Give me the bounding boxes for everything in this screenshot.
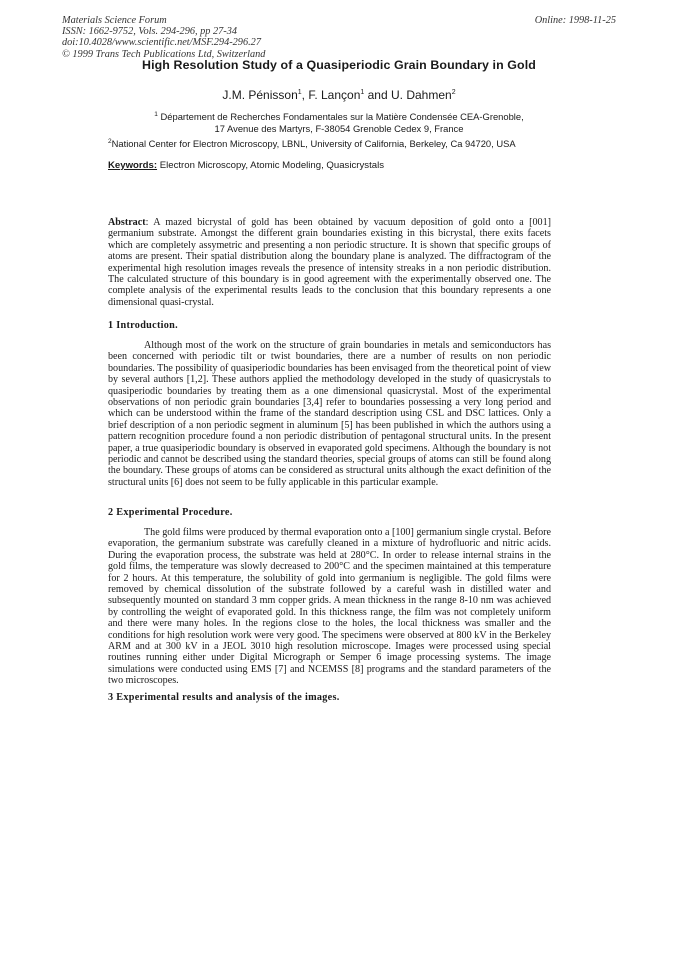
affiliation-line: 17 Avenue des Martyrs, F-38054 Grenoble Cedex 9, France [214,123,464,135]
doi-line[interactable]: doi:10.4028/www.scientific.net/MSF.294-296.27 [62,37,261,49]
keywords [108,160,384,171]
affiliation-marker: 1 [297,89,302,96]
paper-title: High Resolution Study of a Quasiperiodic Grain Boundary in Gold [142,58,536,72]
copyright-line: © 1999 Trans Tech Publications Ltd, Switzerland [62,48,266,60]
section-heading-experimental: 2 Experimental Procedure. [108,507,233,518]
abstract [108,217,551,308]
online-date: Online: 1998-11-25 [534,15,616,26]
affiliation-marker: 1 [360,89,365,96]
abstract-label: Abstract [108,217,146,228]
affiliation-line: Département de Recherches Fondamentales sur la Matière Condensée CEA-Grenoble, [160,111,524,123]
affiliation-line: National Center for Electron Microscopy, LBNL, University of California, Berkeley, Ca 94720, USA [111,138,516,150]
affiliation-marker: 1 [154,111,158,118]
citation-header [62,15,265,60]
author-conjunction: and [367,88,388,102]
section-heading-introduction: 1 Introduction. [108,320,178,331]
keywords-label: Keywords: [108,160,158,171]
section-heading-results: 3 Experimental results and analysis of the images. [108,692,340,703]
issn-line: ISSN: 1662-9752, Vols. 294-296, pp 27-34 [62,26,238,38]
author-name: U. Dahmen [391,88,452,102]
abstract-text: : A mazed bicrystal of gold has been obtained by vacuum deposition of gold onto a [001] germanium substrate. Amongst the different grain boundaries existing in this bicrystal, there exits facets which are completely assymetric and presenting a non periodic structure. It is shown that specific groups of atoms are present. Their spatial distribution along the boundary plane is analyzed. The diffractogram of the experimental high resolution images reveals the presence of intensity streaks in a non periodic distribution. The calculated structure of this boundary is in good agreement with the experimentally observed one. The complete analysis of the experimental results leads to the conclusion that this boundary represents a one dimensional quasi-crystal. [108,217,551,308]
affiliation-marker: 2 [108,138,112,145]
author-name: F. Lançon [308,88,361,102]
author-list: J.M. Pénisson$^1$, F. Lançon$^1$ and U. Dahmen$^2$ [222,88,456,102]
affiliation-marker: 2 [451,89,456,96]
journal-name: Materials Science Forum [62,15,167,26]
introduction-paragraph: Although most of the work on the structure of grain boundaries in metals and semiconductors has been concerned with periodic tilt or twist boundaries, there are a number of results on non periodic boundaries. The possibility of quasiperiodic boundaries has been envisaged from the theoretical point of view by several authors [1,2]. These authors applied the methodology developed in the study of quasicrystals to quasiperiodic boundaries by treating them as a one dimensional quasicrystal. Most of the experimental observations of non periodic grain boundaries [3,4] refer to boundaries possessing a very long period and which can be understood within the frame of the standard description using CSL and DSC lattices. Only a brief description of a non periodic segment in aluminum [5] has been published in which the authors using a pattern recognition procedure found a non periodic distribution of pentagonal structural units. In the present paper, a true quasiperiodic boundary is observed in evaporated gold specimens. Although the boundary is not periodic and cannot be described using the standard theories, special groups of atoms can still be found along the boundary. These groups of atoms can be considered as structural units although the exact definition of the structural units [6] does not seem to be fully applicable in this particular example. [108,340,551,488]
affiliation-2 [108,136,516,150]
author-name: J.M. Pénisson [222,88,298,102]
experimental-paragraph: The gold films were produced by thermal evaporation onto a [100] germanium single crystal. Before evaporation, the germanium substrate was carefully cleaned in a mixture of hydrofluoric and nitric acids. During the evaporation process, the substrate was held at 280°C. In order to release internal strains in the gold films, the temperature was slowly decreased to 200°C and the specimen maintained at this temperature for 2 hours. At this temperature, the solubility of gold into germanium is negligible. The gold films were removed by chemical dissolution of the substrate followed by a careful wash in distilled water and subsequently mounted on standard 3 mm copper grids. A mean thickness in the range 8-10 nm was achieved by controlling the weight of evaporated gold. In this thickness range, the film was not completely uniform and there were many holes. In the regions close to the holes, the local thickness was smaller and the conditions for high resolution work were very good. The specimens were observed at 800 kV in the Berkeley ARM and at 300 kV in a JEOL 3010 high resolution microscope. Images were processed using special routines running either under Digital Micrograph or Semper 6 image processing systems. The image simulations were conducted using EMS [7] and NCEMSS [8] programs and the standard parameters of the two microscopes. [108,527,551,687]
keywords-text: Electron Microscopy, Atomic Modeling, Quasicrystals [159,160,385,171]
affiliation-1 [0,109,678,135]
